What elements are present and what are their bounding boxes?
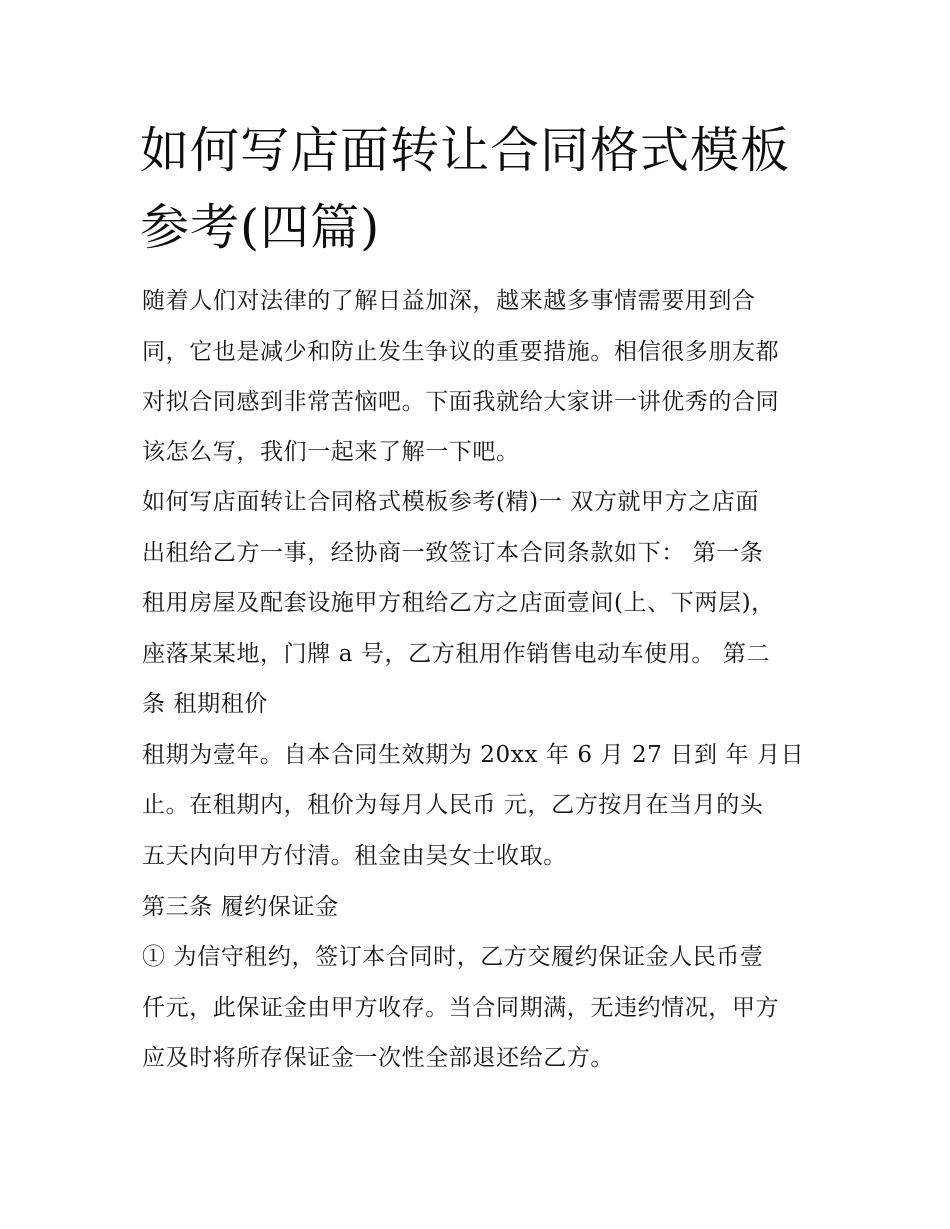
title-line-2: 参考(四篇) — [140, 199, 381, 256]
intro-line-3: 对拟合同感到非常苦恼吧。下面我就给大家讲一讲优秀的合同 — [142, 389, 780, 415]
contract-line-4: 座落某某地，门牌 a 号，乙方租用作销售电动车使用。 第二 — [142, 641, 771, 667]
contract-line-1: 如何写店面转让合同格式模板参考(精)一 双方就甲方之店面 — [142, 489, 760, 515]
intro-line-2: 同，它也是减少和防止发生争议的重要措施。相信很多朋友都 — [142, 339, 780, 365]
intro-line-4: 该怎么写，我们一起来了解一下吧。 — [142, 439, 520, 465]
term-line-1: 租期为壹年。自本合同生效期为 20xx 年 6 月 27 日到 年 月日 — [142, 742, 805, 768]
title-line-1: 如何写店面转让合同格式模板 — [140, 122, 791, 179]
document-title — [140, 112, 820, 266]
deposit-line-1: ① 为信守租约，签订本合同时，乙方交履约保证金人民币壹 — [142, 944, 764, 970]
term-line-3: 五天内向甲方付清。租金由吴女士收取。 — [142, 843, 567, 869]
deposit-line-3: 应及时将所存保证金一次性全部退还给乙方。 — [142, 1045, 614, 1071]
contract-line-5: 条 租期租价 — [142, 691, 268, 717]
deposit-line-2: 仟元，此保证金由甲方收存。当合同期满，无违约情况，甲方 — [142, 995, 780, 1021]
contract-line-3: 租用房屋及配套设施甲方租给乙方之店面壹间(上、下两层)， — [142, 590, 775, 616]
term-line-2: 止。在租期内，租价为每月人民币 元，乙方按月在当月的头 — [142, 792, 764, 818]
intro-line-1: 随着人们对法律的了解日益加深，越来越多事情需要用到合 — [142, 288, 756, 314]
article-3-heading: 第三条 履约保证金 — [142, 894, 339, 920]
contract-line-2: 出租给乙方一事，经协商一致签订本合同条款如下： 第一条 — [142, 540, 764, 566]
